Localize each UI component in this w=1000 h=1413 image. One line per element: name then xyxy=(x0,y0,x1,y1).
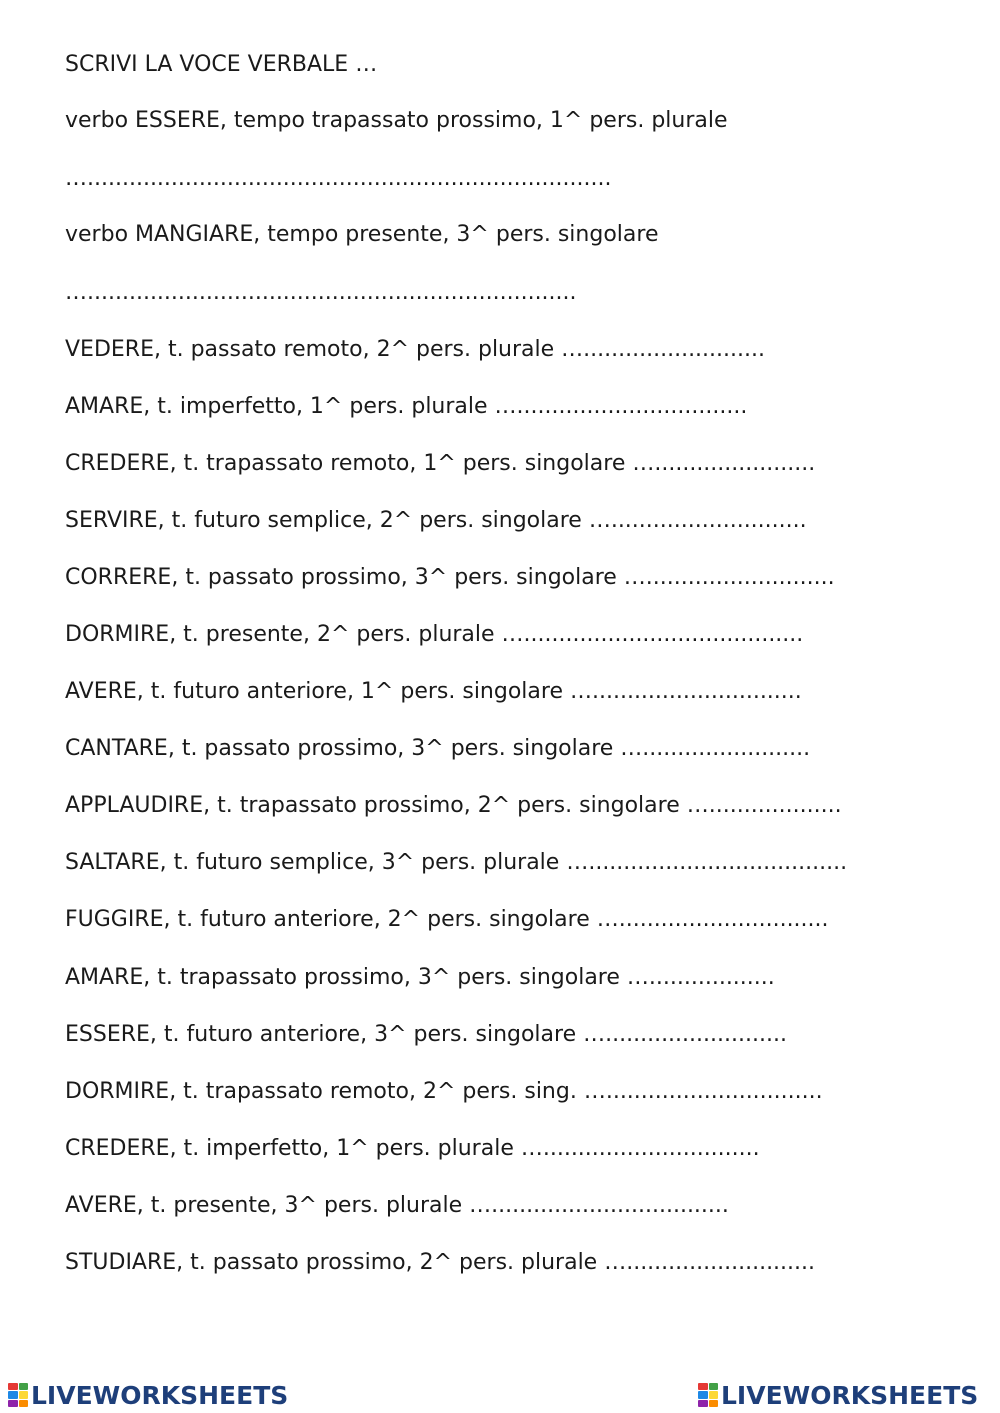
liveworksheets-logo-right xyxy=(698,1380,978,1410)
exercise-line: verbo MANGIARE, tempo presente, 3^ pers. singolare xyxy=(65,222,659,247)
exercise-line[interactable]: CORRERE, t. passato prossimo, 3^ pers. singolare …........................... xyxy=(65,565,835,590)
exercise-line[interactable]: APPLAUDIRE, t. trapassato prossimo, 2^ pers. singolare …................... xyxy=(65,793,842,818)
liveworksheets-logo-icon xyxy=(8,1383,28,1407)
exercise-line[interactable]: VEDERE, t. passato remoto, 2^ pers. plurale ….......................... xyxy=(65,337,765,362)
exercise-line: verbo ESSERE, tempo trapassato prossimo, 1^ pers. plurale xyxy=(65,108,728,133)
answer-blank[interactable]: …...................................................................... xyxy=(65,280,577,305)
exercise-line[interactable]: AVERE, t. futuro anteriore, 1^ pers. singolare ….............................. xyxy=(65,679,802,704)
exercise-line[interactable]: DORMIRE, t. trapassato remoto, 2^ pers. sing. …............................... xyxy=(65,1079,823,1104)
exercise-line[interactable]: SERVIRE, t. futuro semplice, 2^ pers. singolare …............................ xyxy=(65,508,807,533)
logo-wordmark: LIVEWORKSHEETS xyxy=(721,1380,979,1410)
liveworksheets-logo-left xyxy=(8,1380,288,1410)
exercise-line[interactable]: ESSERE, t. futuro anteriore, 3^ pers. singolare ….......................... xyxy=(65,1022,787,1047)
logo-wordmark: LIVEWORKSHEETS xyxy=(31,1380,289,1410)
exercise-line[interactable]: CREDERE, t. imperfetto, 1^ pers. plurale …............................... xyxy=(65,1136,760,1161)
exercise-line[interactable]: AMARE, t. trapassato prossimo, 3^ pers. singolare ….................. xyxy=(65,965,775,990)
worksheet-title: SCRIVI LA VOCE VERBALE … xyxy=(65,52,378,77)
exercise-line[interactable]: CANTARE, t. passato prossimo, 3^ pers. singolare …........................ xyxy=(65,736,811,761)
exercise-line[interactable]: CREDERE, t. trapassato remoto, 1^ pers. singolare …....................... xyxy=(65,451,816,476)
exercise-line[interactable]: FUGGIRE, t. futuro anteriore, 2^ pers. singolare ….............................. xyxy=(65,907,829,932)
answer-blank[interactable]: …........................................................................... xyxy=(65,166,612,191)
exercise-line[interactable]: SALTARE, t. futuro semplice, 3^ pers. plurale …..................................... xyxy=(65,850,848,875)
exercise-line[interactable]: AMARE, t. imperfetto, 1^ pers. plurale …................................. xyxy=(65,394,748,419)
liveworksheets-logo-icon xyxy=(698,1383,718,1407)
exercise-line[interactable]: AVERE, t. presente, 3^ pers. plurale ….................................. xyxy=(65,1193,729,1218)
exercise-line[interactable]: STUDIARE, t. passato prossimo, 2^ pers. plurale …........................... xyxy=(65,1250,816,1275)
exercise-line[interactable]: DORMIRE, t. presente, 2^ pers. plurale …........................................ xyxy=(65,622,804,647)
